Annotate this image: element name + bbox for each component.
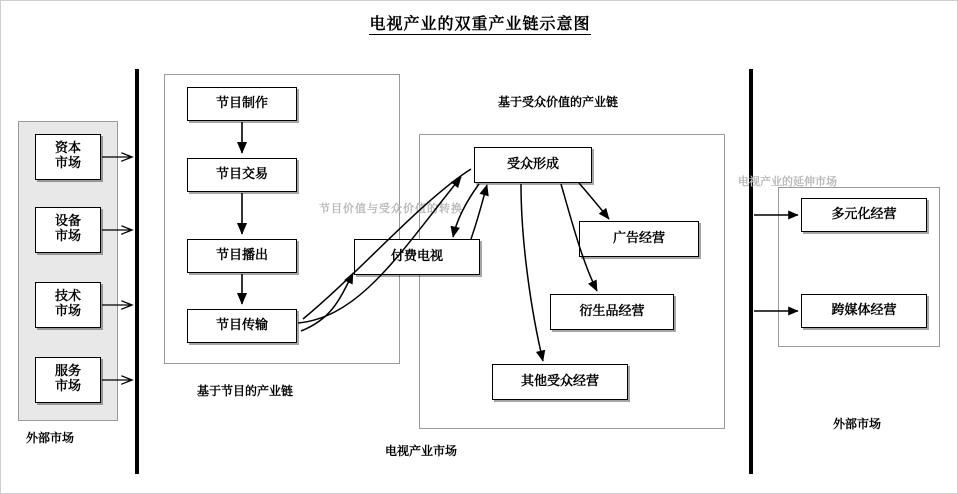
audience-node-paytv-label: 付费电视 bbox=[390, 248, 443, 264]
program-node-1-label: 节目交易 bbox=[215, 166, 268, 182]
left-market-item-3-label: 服务 市场 bbox=[54, 364, 81, 394]
audience-node-formation bbox=[474, 147, 592, 183]
program-node-0 bbox=[187, 87, 297, 121]
right-market-item-0 bbox=[801, 198, 927, 232]
audience-chain-caption: 基于受众价值的产业链 bbox=[498, 95, 619, 109]
left-market-item-0 bbox=[35, 134, 101, 180]
program-node-0-label: 节目制作 bbox=[215, 95, 268, 111]
right-market-item-0-label: 多元化经营 bbox=[831, 206, 897, 222]
extension-market-caption: 电视产业的延伸市场 bbox=[738, 175, 837, 188]
audience-node-other bbox=[492, 364, 628, 400]
audience-node-derivatives bbox=[550, 294, 674, 330]
left-market-item-2-label: 技术 市场 bbox=[54, 289, 81, 319]
external-market-right-caption: 外部市场 bbox=[833, 417, 882, 431]
program-node-2 bbox=[187, 239, 297, 273]
audience-node-derivatives-label: 衍生品经营 bbox=[579, 303, 645, 319]
value-conversion-note: 节目价值与受众价值的转换 bbox=[319, 202, 463, 215]
program-chain-caption: 基于节目的产业链 bbox=[197, 384, 294, 398]
left-market-item-2 bbox=[35, 282, 101, 328]
right-market-item-1-label: 跨媒体经营 bbox=[831, 302, 897, 318]
left-market-item-1-label: 设备 市场 bbox=[54, 214, 81, 244]
left-boundary-bar bbox=[135, 69, 139, 474]
right-market-item-1 bbox=[801, 294, 927, 328]
program-node-3-label: 节目传输 bbox=[215, 317, 268, 333]
left-market-item-0-label: 资本 市场 bbox=[54, 141, 81, 171]
audience-node-advertising bbox=[579, 221, 699, 257]
page-title-text: 电视产业的双重产业链示意图 bbox=[369, 14, 591, 33]
audience-node-advertising-label: 广告经营 bbox=[612, 230, 665, 246]
program-node-1 bbox=[187, 158, 297, 192]
right-boundary-bar bbox=[749, 69, 753, 474]
audience-node-paytv bbox=[354, 239, 480, 275]
program-node-2-label: 节目播出 bbox=[215, 247, 268, 263]
page-title bbox=[1, 11, 958, 34]
left-market-item-1 bbox=[35, 207, 101, 253]
audience-node-other-label: 其他受众经营 bbox=[520, 373, 599, 389]
program-node-3 bbox=[187, 309, 297, 343]
left-market-item-3 bbox=[35, 357, 101, 403]
tv-industry-market-caption: 电视产业市场 bbox=[385, 444, 458, 458]
external-market-left-caption: 外部市场 bbox=[26, 431, 75, 445]
audience-node-formation-label: 受众形成 bbox=[506, 156, 559, 172]
